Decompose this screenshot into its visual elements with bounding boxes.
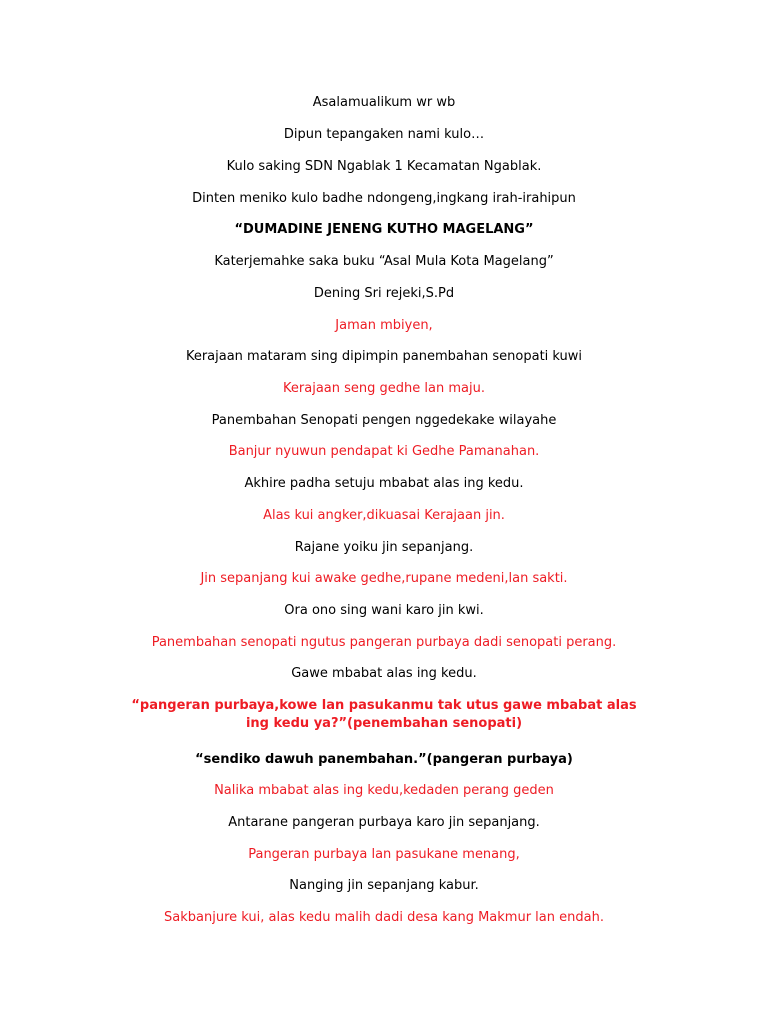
story-line: Akhire padha setuju mbabat alas ing kedu. [244,476,524,491]
dialogue-line: “sendiko dawuh panembahan.”(pangeran purbaya) [195,752,573,767]
story-line: Jin sepanjang kui awake gedhe,rupane medeni,lan sakti. [200,571,568,586]
story-line: Nalika mbabat alas ing kedu,kedaden perang geden [214,783,554,798]
author-line: Dening Sri rejeki,S.Pd [313,286,455,301]
story-line: Panembahan senopati ngutus pangeran purbaya dadi senopati perang. [151,635,617,650]
intro-name-line: Dipun tepangaken nami kulo… [283,127,485,142]
story-line: Banjur nyuwun pendapat ki Gedhe Pamanahan. [228,444,540,459]
story-line: Kerajaan seng gedhe lan maju. [283,381,485,396]
story-line: Gawe mbabat alas ing kedu. [291,666,477,681]
story-line: Kerajaan mataram sing dipimpin panembahan senopati kuwi [185,349,583,364]
story-line: Nanging jin sepanjang kabur. [289,878,479,893]
story-line: Sakbanjure kui, alas kedu malih dadi desa kang Makmur lan endah. [164,910,604,925]
story-title: “DUMADINE JENENG KUTHO MAGELANG” [234,222,534,237]
story-line: Jaman mbiyen, [335,318,433,333]
story-line: Panembahan Senopati pengen nggedekake wilayahe [211,413,557,428]
story-line: Pangeran purbaya lan pasukane menang, [248,847,520,862]
greeting-line: Asalamualikum wr wb [312,95,456,110]
story-line: Antarane pangeran purbaya karo jin sepanjang. [228,815,540,830]
story-line: Ora ono sing wani karo jin kwi. [284,603,484,618]
school-line: Kulo saking SDN Ngablak 1 Kecamatan Ngablak. [226,159,542,174]
story-line: Rajane yoiku jin sepanjang. [294,540,474,555]
translation-line: Katerjemahke saka buku “Asal Mula Kota Magelang” [214,254,554,269]
dialogue-line: “pangeran purbaya,kowe lan pasukanmu tak utus gawe mbabat alas ing kedu ya?”(penembahan senopati) [131,698,637,731]
intro-story-line: Dinten meniko kulo badhe ndongeng,ingkang irah-irahipun [192,191,576,206]
story-line: Alas kui angker,dikuasai Kerajaan jin. [263,508,505,523]
